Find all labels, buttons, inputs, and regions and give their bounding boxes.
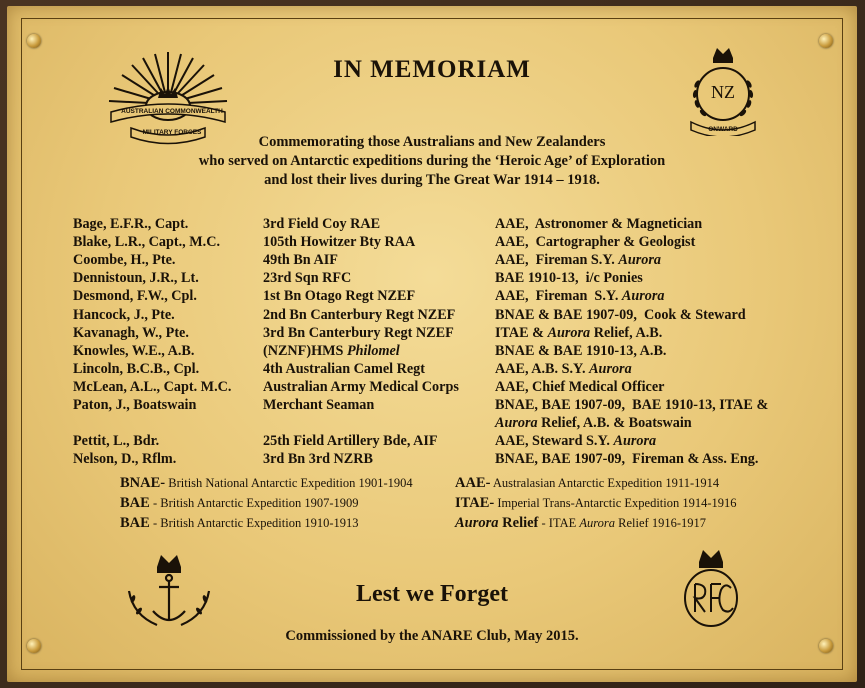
person-name: Coombe, H., Pte. [73,252,176,269]
expedition-role: AAE, Chief Medical Officer [495,378,665,395]
honour-roll-row [7,288,857,306]
person-name: Paton, J., Boatswain [73,397,197,413]
australian-badge-label-top: AUSTRALIAN COMMONWEALTH [121,108,223,115]
lest-we-forget: Lest we Forget [356,581,508,607]
expedition-role: BNAE & BAE 1907-09, Cook & Steward [495,306,746,323]
honour-roll-row [7,234,857,252]
person-name: Lincoln, B.C.B., Cpl. [73,360,200,377]
person-name: Hancock, J., Pte. [73,306,175,323]
honour-roll-row [7,270,857,288]
expedition-role: BAE 1910-13, i/c Ponies [495,270,643,287]
military-unit: 2nd Bn Canterbury Regt NZEF [263,306,456,323]
subtitle-line-3: and lost their lives during The Great War 1914 – 1918. [264,172,600,188]
expedition-role: AAE, A.B. S.Y. Aurora [495,360,632,377]
abbreviation-left: BAE - British Antarctic Expedition 1907-1909 [120,495,359,511]
abbreviation-right: AAE- Australasian Antarctic Expedition 1911-1914 [455,475,720,491]
person-name: Blake, L.R., Capt., M.C. [73,234,221,251]
expedition-role: ITAE & Aurora Relief, A.B. [495,324,663,341]
nz-scroll-label: ONWARD [708,126,738,133]
screw-top-right-icon [819,34,833,48]
abbreviation-left: BAE - British Antarctic Expedition 1910-1913 [120,515,359,531]
expedition-role: AAE, Steward S.Y. Aurora [495,433,657,450]
person-name: Desmond, F.W., Cpl. [73,288,197,305]
person-name: Dennistoun, J.R., Lt. [73,270,199,287]
military-unit: (NZNF)HMS Philomel [263,342,400,359]
military-unit: 105th Howitzer Bty RAA [263,234,416,251]
military-unit: 4th Australian Camel Regt [263,360,425,377]
military-unit: 23rd Sqn RFC [263,270,352,287]
expedition-role: AAE, Fireman S.Y. Aurora [495,252,661,269]
australian-badge-label-bottom: MILITARY FORCES [142,129,202,136]
person-name: Pettit, L., Bdr. [73,433,160,450]
honour-roll-row [7,433,857,451]
subtitle-line-2: who served on Antarctic expeditions during the ‘Heroic Age’ of Exploration [198,153,666,169]
screw-top-left-icon [27,34,41,48]
military-unit: 49th Bn AIF [263,252,338,269]
person-name: Kavanagh, W., Pte. [73,324,189,341]
expedition-role: AAE, Fireman S.Y. Aurora [495,288,665,305]
expedition-role: AAE, Cartographer & Geologist [495,234,696,251]
abbreviation-left: BNAE- British National Antarctic Expedition 1901-1904 [120,475,413,491]
expedition-role: AAE, Astronomer & Magnetician [495,216,703,232]
military-unit: 1st Bn Otago Regt NZEF [263,288,416,305]
military-unit: Australian Army Medical Corps [263,378,459,395]
honour-roll-row [7,379,857,397]
honour-roll-row [7,397,857,415]
honour-roll-row [7,216,857,234]
expedition-role: Aurora Relief, A.B. & Boatswain [495,415,692,432]
person-name: McLean, A.L., Capt. M.C. [73,378,232,395]
honour-roll-row [7,307,857,325]
military-unit: 3rd Bn 3rd NZRB [263,451,373,468]
honour-roll-row [7,415,857,433]
honour-roll-row [7,361,857,379]
expedition-role: BNAE, BAE 1907-09, Fireman & Ass. Eng. [495,451,759,468]
nz-monogram: NZ [711,82,735,102]
expedition-role: BNAE, BAE 1907-09, BAE 1910-13, ITAE & [495,397,769,413]
person-name: Knowles, W.E., A.B. [73,342,195,359]
person-name: Bage, E.F.R., Capt. [73,216,189,232]
abbreviation-right: Aurora Relief - ITAE Aurora Relief 1916-1917 [455,515,707,531]
abbreviation-right: ITAE- Imperial Trans-Antarctic Expedition 1914-1916 [455,495,737,511]
subtitle-line-1: Commemorating those Australians and New Zealanders [258,134,606,150]
military-unit: Merchant Seaman [263,397,375,413]
military-unit: 3rd Field Coy RAE [263,216,381,232]
person-name: Nelson, D., Rflm. [73,451,177,468]
plaque-title: IN MEMORIAM [333,56,531,83]
expedition-role: BNAE & BAE 1910-13, A.B. [495,342,667,359]
honour-roll-row [7,325,857,343]
commission-line: Commissioned by the ANARE Club, May 2015. [285,628,579,644]
honour-roll-row [7,343,857,361]
honour-roll-row [7,252,857,270]
military-unit: 3rd Bn Canterbury Regt NZEF [263,324,454,341]
military-unit: 25th Field Artillery Bde, AIF [263,433,438,450]
honour-roll-row [7,451,857,469]
memorial-plaque [7,6,857,682]
